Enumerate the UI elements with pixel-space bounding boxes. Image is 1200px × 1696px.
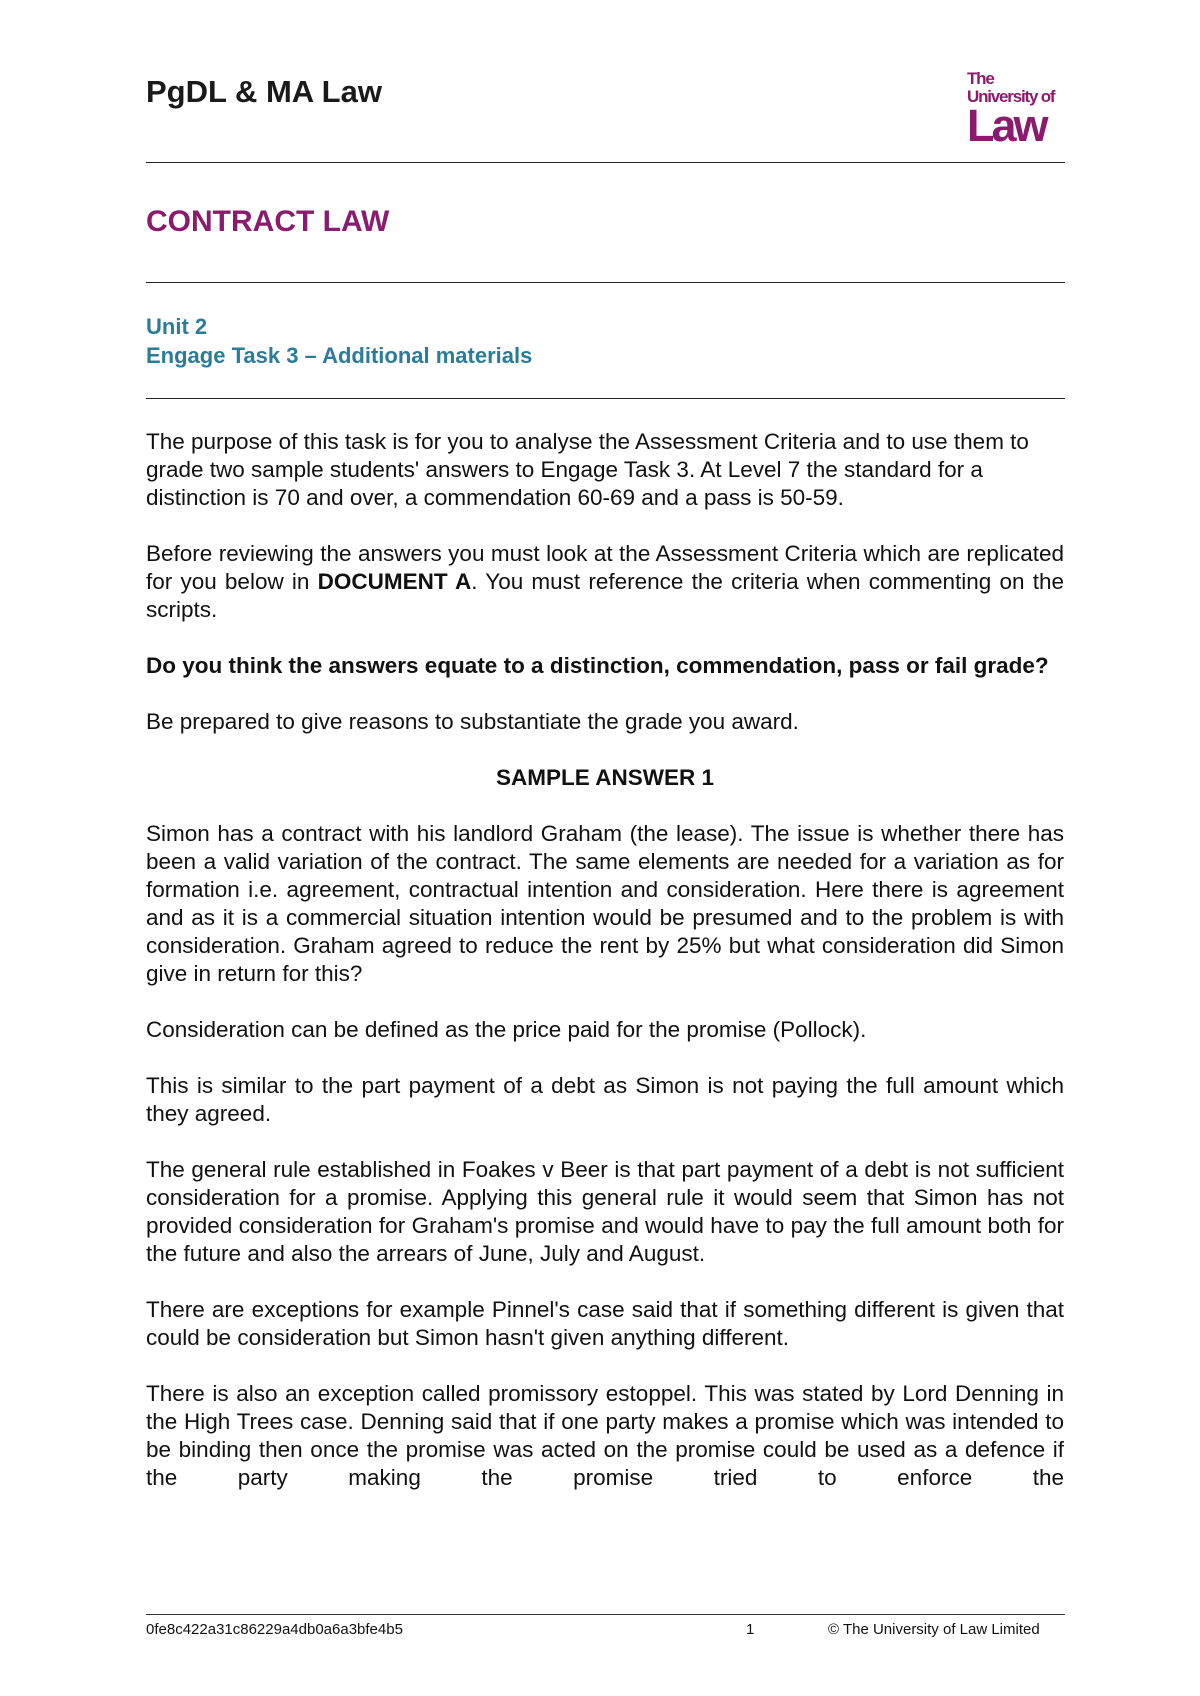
unit-label: Unit 2 <box>146 314 208 339</box>
document-a-reference: DOCUMENT A <box>317 569 472 594</box>
program-title: PgDL & MA Law <box>146 74 382 109</box>
document-id: 0fe8c422a31c86229a4db0a6a3bfe4b5 <box>146 1621 403 1638</box>
sample-paragraph: The general rule established in Foakes v Beer is that part payment of a debt is not sufficient consideration for a promise. Applying this general rule it would seem that Simon has not provided consideration for Graham's promise and would have to pay the full amount both for the future and also the arrears of June, July and August. <box>146 1157 1064 1266</box>
criteria-paragraph <box>146 540 1064 624</box>
logo-line-university: University of <box>967 87 1055 106</box>
instructions-paragraph: Be prepared to give reasons to substantiate the grade you award. <box>146 709 799 734</box>
sample-paragraph: Simon has a contract with his landlord Graham (the lease). The issue is whether there has been a valid variation of the contract. The same elements are needed for a variation as for formation i.e. agreement, contractual intention and consideration. Here there is agreement and as it is a commercial situation intention would be presumed and to the problem is with consideration. Graham agreed to reduce the rent by 25% but what consideration did Simon give in return for this? <box>146 821 1064 986</box>
sample-answer-heading: SAMPLE ANSWER 1 <box>496 765 714 790</box>
criteria-text-before: Before reviewing the answers you must look at the Assessment Criteria which are replicated for you below in <box>146 541 1064 594</box>
logo-line-law: Law <box>967 100 1046 151</box>
grading-question: Do you think the answers equate to a distinction, commendation, pass or fail grade? <box>146 653 1049 678</box>
header-divider <box>146 162 1065 163</box>
page-number: 1 <box>746 1621 755 1638</box>
title-divider <box>146 282 1065 283</box>
sample-paragraph: This is similar to the part payment of a debt as Simon is not paying the full amount which they agreed. <box>146 1073 1064 1126</box>
intro-paragraph: The purpose of this task is for you to analyse the Assessment Criteria and to use them to grade two sample students' answers to Engage Task 3. At Level 7 the standard for a distinction is 70 and over, a commendation 60-69 and a pass is 50-59. <box>146 429 1029 510</box>
logo-line-the: The <box>967 69 994 88</box>
sample-paragraph: There is also an exception called promissory estoppel. This was stated by Lord Denning in the High Trees case. Denning said that if one party makes a promise which was intended to be binding then once the promise was acted on the promise could be used as a defence if the party making the promise tried to enforce the <box>146 1381 1064 1490</box>
course-title: CONTRACT LAW <box>146 205 390 238</box>
unit-heading <box>146 312 532 370</box>
document-body <box>146 428 1064 1520</box>
sample-paragraph: Consideration can be defined as the price paid for the promise (Pollock). <box>146 1017 867 1042</box>
criteria-text-after: . You must reference the criteria when commenting on the scripts. <box>146 569 1065 622</box>
footer-divider <box>146 1614 1065 1615</box>
copyright-notice: © The University of Law Limited <box>828 1621 1040 1638</box>
sample-paragraph: There are exceptions for example Pinnel's case said that if something different is given that could be consideration but Simon hasn't given anything different. <box>146 1297 1064 1350</box>
university-logo <box>967 70 1067 150</box>
task-label: Engage Task 3 – Additional materials <box>146 343 533 368</box>
unit-divider <box>146 398 1065 399</box>
